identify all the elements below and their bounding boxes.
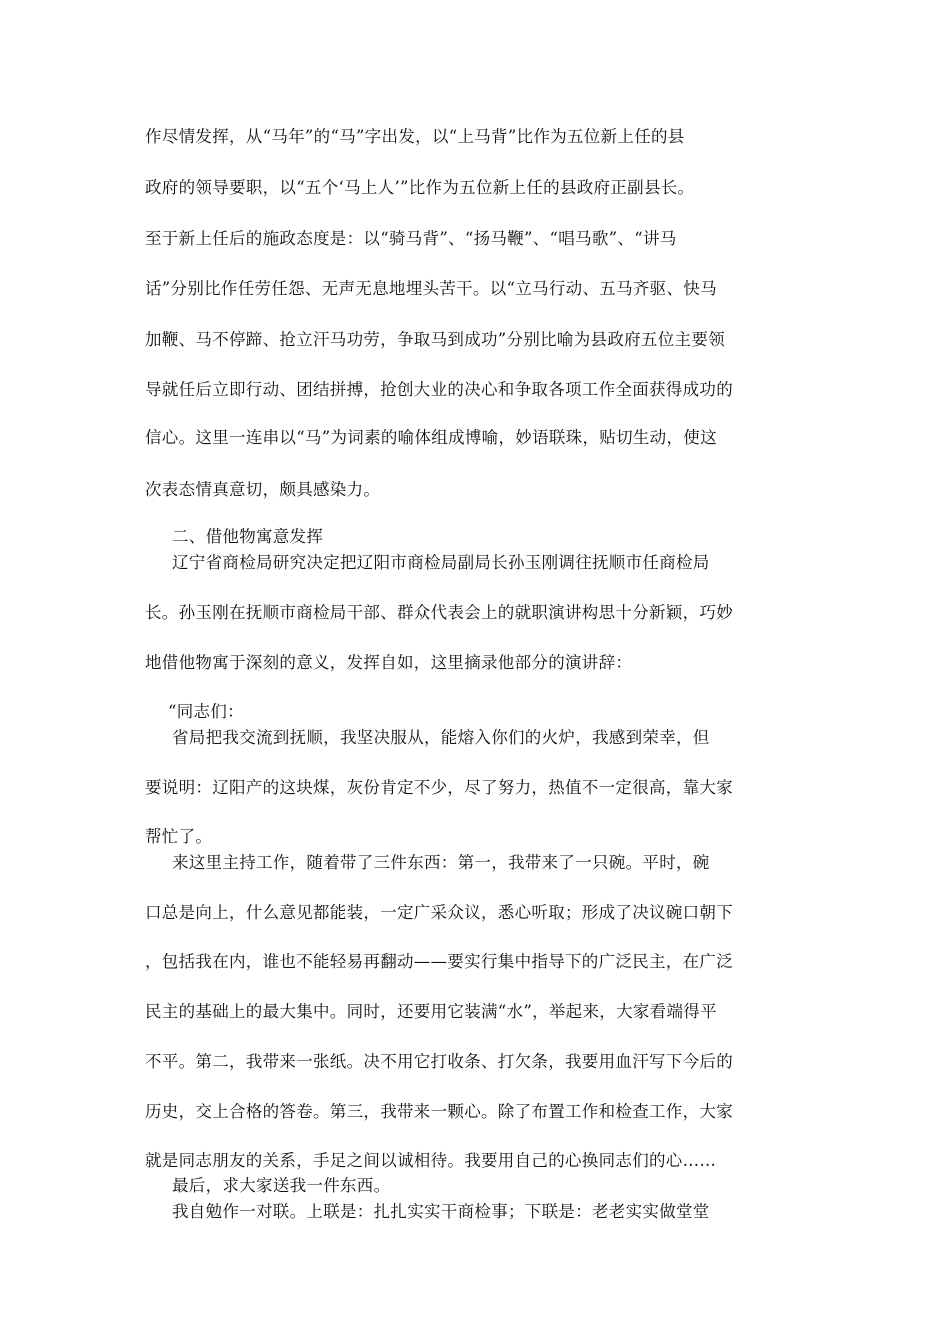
paragraph-line: 辽宁省商检局研究决定把辽阳市商检局副局长孙玉刚调往抚顺市任商检局 bbox=[172, 553, 710, 572]
paragraph-line: 口总是向上，什么意见都能装，一定广采众议，悉心听取；形成了决议碗口朝下 bbox=[145, 903, 733, 922]
paragraph-line: 要说明：辽阳产的这块煤，灰份肯定不少，尽了努力，热值不一定很高，靠大家 bbox=[145, 778, 733, 797]
paragraph-line: 政府的领导要职，以“五个‘马上人’”比作为五位新上任的县政府正副县长。 bbox=[145, 178, 695, 197]
section-heading: 二、借他物寓意发挥 bbox=[172, 527, 324, 546]
paragraph-line: 来这里主持工作，随着带了三件东西：第一，我带来了一只碗。平时，碗 bbox=[172, 853, 710, 872]
paragraph-line: 至于新上任后的施政态度是：以“骑马背”、“扬马鞭”、“唱马歌”、“讲马 bbox=[145, 229, 677, 248]
paragraph-line: 省局把我交流到抚顺，我坚决服从，能熔入你们的火炉，我感到荣幸，但 bbox=[172, 728, 710, 747]
paragraph-line: 信心。这里一连串以“马”为词素的喻体组成博喻，妙语联珠，贴切生动，使这 bbox=[145, 428, 717, 447]
paragraph-line: 导就任后立即行动、团结拼搏，抢创大业的决心和争取各项工作全面获得成功的 bbox=[145, 380, 733, 399]
paragraph-line: 作尽情发挥，从“马年”的“马”字出发，以“上马背”比作为五位新上任的县 bbox=[145, 127, 685, 146]
paragraph-line: 历史，交上合格的答卷。第三，我带来一颗心。除了布置工作和检查工作，大家 bbox=[145, 1102, 733, 1121]
paragraph-line: 加鞭、马不停蹄、抢立汗马功劳，争取马到成功”分别比喻为县政府五位主要领 bbox=[145, 330, 725, 349]
paragraph-line: 帮忙了。 bbox=[145, 827, 213, 846]
paragraph-line: 话”分别比作任劳任怨、无声无息地埋头苦干。以“立马行动、五马齐驱、快马 bbox=[145, 279, 717, 298]
paragraph-line: 不平。第二，我带来一张纸。决不用它打收条、打欠条，我要用血汗写下今后的 bbox=[145, 1052, 733, 1071]
paragraph-line: 我自勉作一对联。上联是：扎扎实实干商检事；下联是：老老实实做堂堂 bbox=[172, 1202, 710, 1221]
paragraph-line: 次表态情真意切，颇具感染力。 bbox=[145, 480, 381, 499]
paragraph-line: 民主的基础上的最大集中。同时，还要用它装满“水”，举起来，大家看端得平 bbox=[145, 1002, 717, 1021]
paragraph-line: 长。孙玉刚在抚顺市商检局干部、群众代表会上的就职演讲构思十分新颖，巧妙 bbox=[145, 603, 733, 622]
paragraph-line: ，包括我在内，谁也不能轻易再翻动——要实行集中指导下的广泛民主，在广泛 bbox=[145, 952, 733, 971]
paragraph-line: 地借他物寓于深刻的意义，发挥自如，这里摘录他部分的演讲辞： bbox=[145, 653, 633, 672]
paragraph-line: 就是同志朋友的关系，手足之间以诚相待。我要用自己的心换同志们的心…… bbox=[145, 1151, 717, 1170]
paragraph-line: 最后，求大家送我一件东西。 bbox=[172, 1176, 391, 1195]
speech-salutation: “同志们： bbox=[168, 702, 244, 721]
